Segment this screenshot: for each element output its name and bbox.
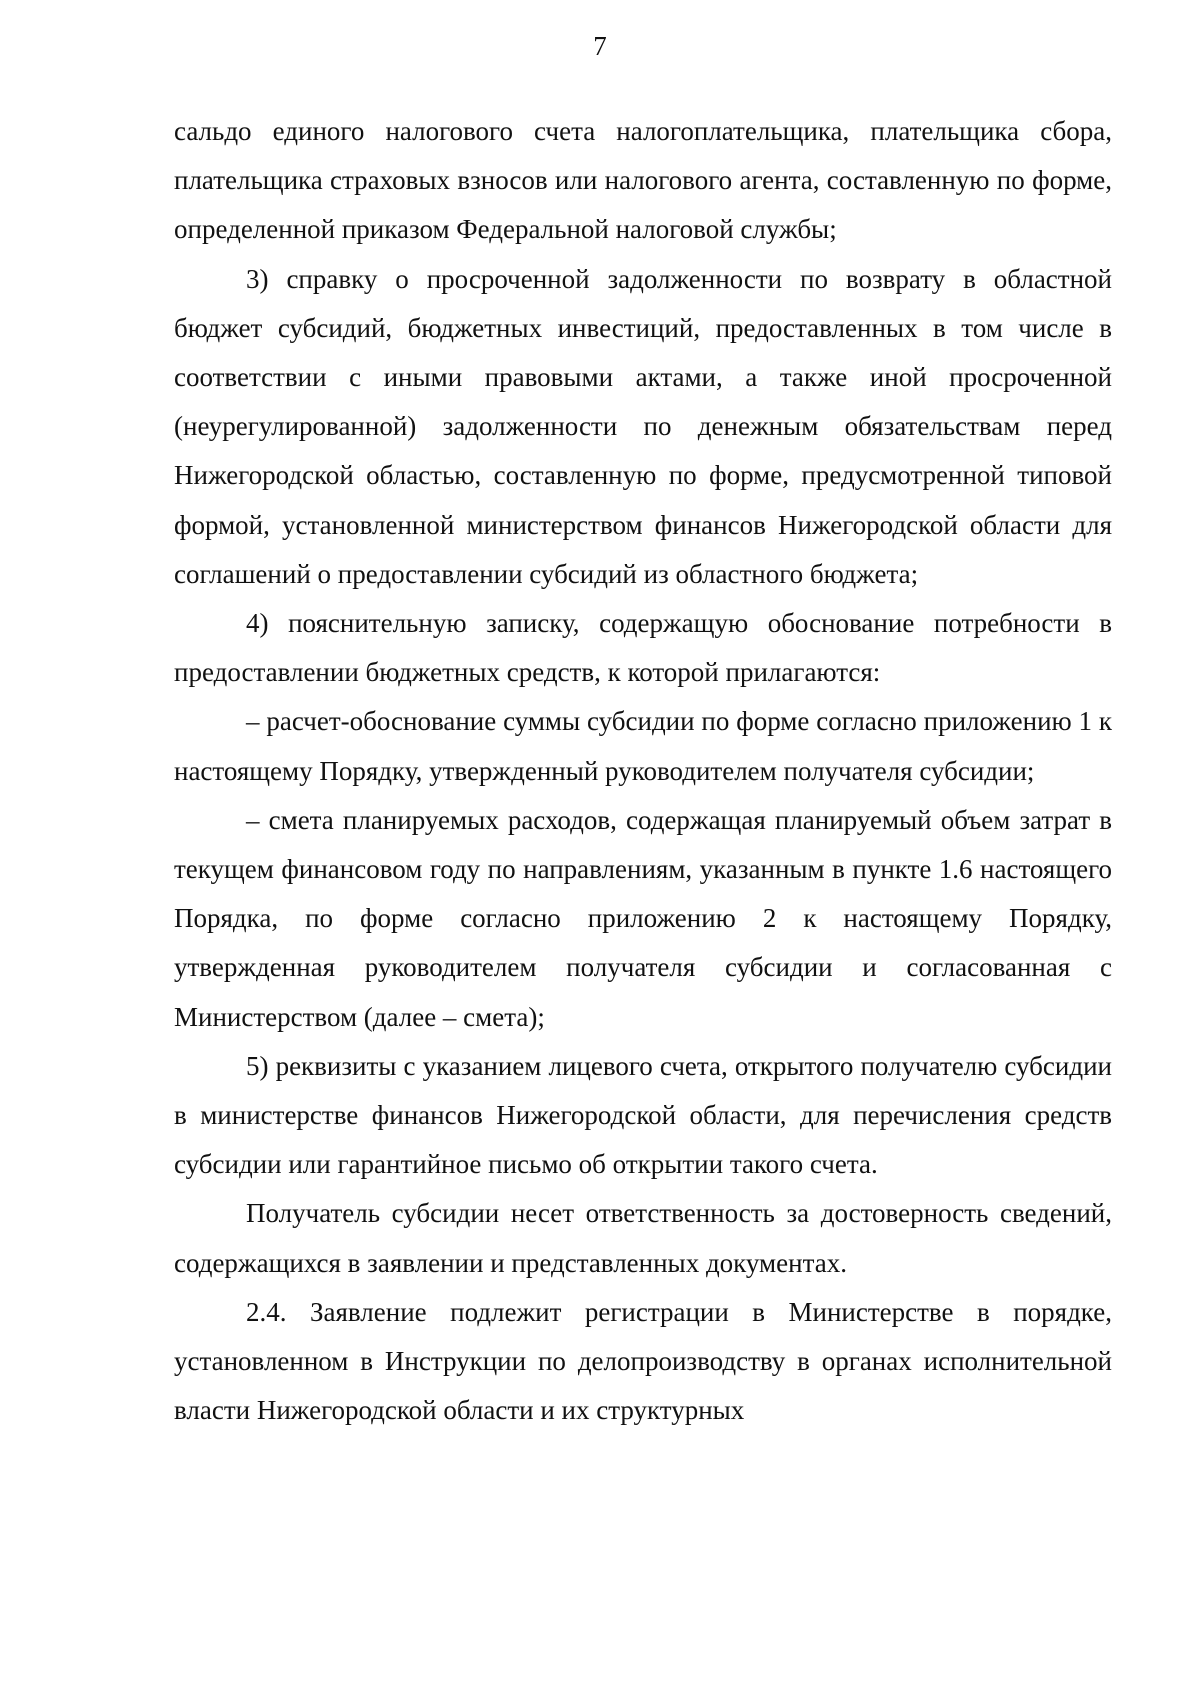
paragraph-dash-calculation: – расчет-обоснование суммы субсидии по форме согласно приложению 1 к настоящему Порядку, утвержденный руководителем получателя субсидии; bbox=[174, 706, 1112, 786]
paragraph-saldo-continuation: сальдо единого налогового счета налогоплательщика, плательщика сбора, плательщика страховых взносов или налогового агента, составленную по форме, определенной приказом Федеральной налоговой службы; bbox=[174, 116, 1112, 245]
paragraph-item-4: 4) пояснительную записку, содержащую обоснование потребности в предоставлении бюджетных средств, к которой прилагаются: bbox=[174, 608, 1112, 688]
paragraph-item-5: 5) реквизиты с указанием лицевого счета, открытого получателю субсидии в министерстве финансов Нижегородской области, для перечисления средств субсидии или гарантийное письмо об открытии такого счета. bbox=[174, 1050, 1112, 1180]
paragraph-responsibility: Получатель субсидии несет ответственность за достоверность сведений, содержащихся в заявлении и представленных документах. bbox=[174, 1198, 1112, 1278]
paragraph-item-3: 3) справку о просроченной задолженности по возврату в областной бюджет субсидий, бюджетных инвестиций, предоставленных в том числе в соответствии с иными правовыми актами, а также иной просроченной (неурегулированной) задолженности по денежным обязательствам перед Нижегородской областью, составленную по форме, предусмотренной типовой формой, установленной министерством финансов Нижегородской области для соглашений о предоставлении субсидий из областного бюджета; bbox=[174, 263, 1112, 589]
paragraph-dash-estimate: – смета планируемых расходов, содержащая планируемый объем затрат в текущем финансовом году по направлениям, указанным в пункте 1.6 настоящего Порядка, по форме согласно приложению 2 к настоящему Порядку, утвержденная руководителем получателя субсидии и согласованная с Министерством (далее – смета); bbox=[174, 804, 1112, 1032]
paragraph-section-2-4: 2.4. Заявление подлежит регистрации в Министерстве в порядке, установленном в Инструкции по делопроизводству в органах исполнительной власти Нижегородской области и их структурных bbox=[174, 1296, 1112, 1426]
page-number: 7 bbox=[593, 31, 607, 61]
document-body bbox=[174, 107, 1112, 1435]
